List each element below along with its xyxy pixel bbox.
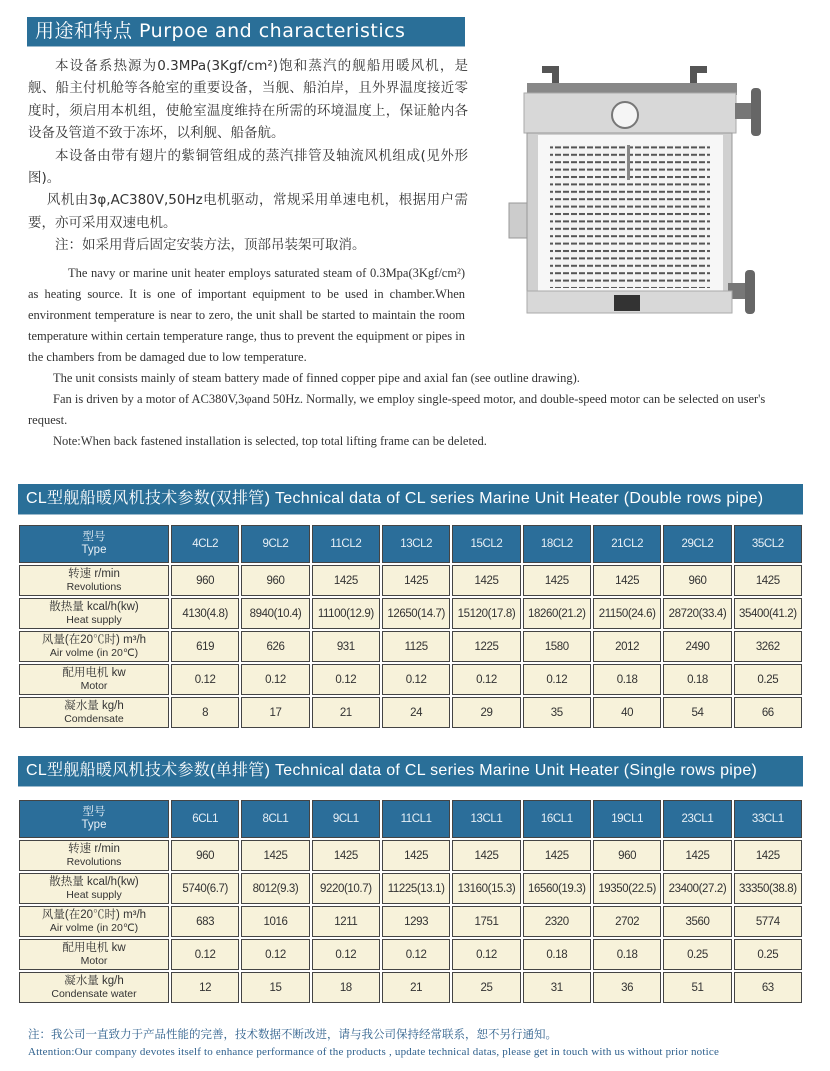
value-cell: 35400(41.2) — [734, 598, 802, 629]
label-en: Heat supply — [66, 613, 122, 626]
type-cell: 13CL2 — [382, 525, 450, 563]
table-row — [19, 697, 802, 728]
value-cell: 1425 — [523, 565, 591, 596]
type-cell: 8CL1 — [241, 800, 309, 838]
spec-table-single-rows — [17, 798, 804, 1005]
value-cell: 25 — [452, 972, 520, 1003]
label-en: Revolutions — [66, 855, 122, 868]
type-cell: 19CL1 — [593, 800, 661, 838]
row-label — [19, 525, 169, 563]
value-cell: 0.25 — [734, 664, 802, 695]
table-row — [19, 565, 802, 596]
row-label — [19, 939, 169, 970]
label-en: Comdensate — [64, 712, 124, 725]
type-cell: 35CL2 — [734, 525, 802, 563]
label-en: Heat supply — [66, 888, 122, 901]
row-label — [19, 906, 169, 937]
label-cn: 风量(在20℃时) m³/h — [41, 908, 147, 921]
value-cell: 24 — [382, 697, 450, 728]
value-cell: 0.12 — [312, 664, 380, 695]
table-row — [19, 972, 802, 1003]
value-cell: 9220(10.7) — [312, 873, 380, 904]
value-cell: 0.25 — [663, 939, 731, 970]
intro-english — [28, 263, 465, 368]
row-label — [19, 972, 169, 1003]
value-cell: 0.12 — [452, 664, 520, 695]
paragraph: Fan is driven by a motor of AC380V,3φand 50Hz. Normally, we employ single-speed motor, and double-speed motor can be selected on user's request. — [28, 391, 766, 427]
type-cell: 11CL1 — [382, 800, 450, 838]
value-cell: 1425 — [734, 565, 802, 596]
value-cell: 1425 — [382, 840, 450, 871]
type-cell: 33CL1 — [734, 800, 802, 838]
label-cn: 型号 — [82, 531, 106, 543]
value-cell: 40 — [593, 697, 661, 728]
value-cell: 1425 — [523, 840, 591, 871]
label-cn: 散热量 kcal/h(kw) — [49, 600, 139, 613]
label-en: Air volme (in 20℃) — [49, 646, 139, 659]
value-cell: 0.12 — [382, 664, 450, 695]
label-cn: 型号 — [82, 806, 106, 818]
label-en: Air volme (in 20℃) — [49, 921, 139, 934]
value-cell: 2490 — [663, 631, 731, 662]
value-cell: 33350(38.8) — [734, 873, 802, 904]
value-cell: 1580 — [523, 631, 591, 662]
value-cell: 0.12 — [241, 664, 309, 695]
table-title-single: CL型舰船暖风机技术参数(单排管) Technical data of CL series Marine Unit Heater (Single rows pipe) — [18, 756, 803, 786]
value-cell: 960 — [171, 840, 239, 871]
value-cell: 15120(17.8) — [452, 598, 520, 629]
label-cn: 转速 r/min — [68, 567, 120, 580]
paragraph: The navy or marine unit heater employs saturated steam of 0.3Mpa(3Kgf/cm²) as heating source. It is one of important equipment to be used in chamber.When environment temperature is near to zero, the unit shall be started to maintain the room temperature within certain temperature range, thus to prevent the equipment or pipes in the chambers from be damaged due to low temperature. — [28, 265, 465, 364]
value-cell: 19350(22.5) — [593, 873, 661, 904]
value-cell: 0.18 — [523, 939, 591, 970]
type-cell: 9CL1 — [312, 800, 380, 838]
type-cell: 29CL2 — [663, 525, 731, 563]
value-cell: 18260(21.2) — [523, 598, 591, 629]
value-cell: 2320 — [523, 906, 591, 937]
value-cell: 0.12 — [382, 939, 450, 970]
footer-note-chinese: 注：我公司一直致力于产品性能的完善，技术数据不断改进，请与我公司保持经常联系，恕不另行通知。 — [28, 1027, 557, 1041]
paragraph: 风机由3φ,AC380V,50Hz电机驱动，常规采用单速电机，根据用户需要，亦可采用双速电机。 — [28, 192, 468, 231]
label-cn: 风量(在20℃时) m³/h — [41, 633, 147, 646]
type-cell: 16CL1 — [523, 800, 591, 838]
value-cell: 619 — [171, 631, 239, 662]
value-cell: 35 — [523, 697, 591, 728]
value-cell: 960 — [593, 840, 661, 871]
value-cell: 5740(6.7) — [171, 873, 239, 904]
value-cell: 28720(33.4) — [663, 598, 731, 629]
value-cell: 1425 — [312, 565, 380, 596]
row-label — [19, 800, 169, 838]
value-cell: 1425 — [452, 565, 520, 596]
value-cell: 1425 — [452, 840, 520, 871]
label-en: Motor — [80, 954, 108, 967]
row-label — [19, 840, 169, 871]
table-row — [19, 906, 802, 937]
section-title: 用途和特点 Purpoe and characteristics — [27, 17, 465, 46]
value-cell: 4130(4.8) — [171, 598, 239, 629]
table-row — [19, 939, 802, 970]
value-cell: 1425 — [734, 840, 802, 871]
value-cell: 36 — [593, 972, 661, 1003]
value-cell: 1751 — [452, 906, 520, 937]
type-cell: 6CL1 — [171, 800, 239, 838]
paragraph: 注：如采用背后固定安装方法，顶部吊装架可取消。 — [55, 237, 366, 254]
value-cell: 12 — [171, 972, 239, 1003]
value-cell: 0.12 — [241, 939, 309, 970]
label-en: Type — [81, 819, 107, 831]
value-cell: 960 — [241, 565, 309, 596]
value-cell: 13160(15.3) — [452, 873, 520, 904]
label-cn: 凝水量 kg/h — [64, 974, 124, 987]
value-cell: 21 — [312, 697, 380, 728]
value-cell: 0.12 — [523, 664, 591, 695]
table-row — [19, 840, 802, 871]
value-cell: 1425 — [593, 565, 661, 596]
value-cell: 66 — [734, 697, 802, 728]
unit-heater-photo — [507, 63, 767, 318]
value-cell: 0.12 — [312, 939, 380, 970]
value-cell: 0.25 — [734, 939, 802, 970]
value-cell: 11100(12.9) — [312, 598, 380, 629]
label-cn: 散热量 kcal/h(kw) — [49, 875, 139, 888]
table-title-double: CL型舰船暖风机技术参数(双排管) Technical data of CL series Marine Unit Heater (Double rows pipe) — [18, 484, 803, 514]
type-cell: 13CL1 — [452, 800, 520, 838]
value-cell: 21 — [382, 972, 450, 1003]
row-label — [19, 631, 169, 662]
label-en: Type — [81, 544, 107, 556]
value-cell: 0.12 — [452, 939, 520, 970]
intro-english-continued — [28, 368, 803, 452]
value-cell: 683 — [171, 906, 239, 937]
value-cell: 0.18 — [663, 664, 731, 695]
paragraph: 本设备由带有翅片的紫铜管组成的蒸汽排管及轴流风机组成(见外形图)。 — [28, 147, 468, 187]
value-cell: 1211 — [312, 906, 380, 937]
spec-table-double-rows — [17, 523, 804, 730]
value-cell: 8012(9.3) — [241, 873, 309, 904]
value-cell: 18 — [312, 972, 380, 1003]
type-cell: 11CL2 — [312, 525, 380, 563]
footer-note-english: Attention:Our company devotes itself to enhance performance of the products , update technical datas, please get in touch with us without prior notice — [28, 1046, 720, 1058]
value-cell: 54 — [663, 697, 731, 728]
value-cell: 3560 — [663, 906, 731, 937]
value-cell: 12650(14.7) — [382, 598, 450, 629]
value-cell: 1425 — [663, 840, 731, 871]
value-cell: 8940(10.4) — [241, 598, 309, 629]
intro-chinese — [28, 55, 468, 257]
value-cell: 1425 — [241, 840, 309, 871]
value-cell: 5774 — [734, 906, 802, 937]
value-cell: 960 — [171, 565, 239, 596]
value-cell: 1293 — [382, 906, 450, 937]
value-cell: 1016 — [241, 906, 309, 937]
type-cell: 21CL2 — [593, 525, 661, 563]
value-cell: 2702 — [593, 906, 661, 937]
value-cell: 3262 — [734, 631, 802, 662]
paragraph: Note:When back fastened installation is selected, top total lifting frame can be deleted. — [53, 433, 487, 448]
label-cn: 配用电机 kw — [62, 666, 126, 679]
type-cell: 18CL2 — [523, 525, 591, 563]
type-cell: 15CL2 — [452, 525, 520, 563]
value-cell: 1225 — [452, 631, 520, 662]
row-label — [19, 873, 169, 904]
table-row — [19, 664, 802, 695]
value-cell: 17 — [241, 697, 309, 728]
table-row — [19, 631, 802, 662]
paragraph: The unit consists mainly of steam battery made of finned copper pipe and axial fan (see outline drawing). — [53, 370, 580, 385]
row-label — [19, 697, 169, 728]
value-cell: 15 — [241, 972, 309, 1003]
value-cell: 29 — [452, 697, 520, 728]
label-en: Motor — [80, 679, 108, 692]
value-cell: 2012 — [593, 631, 661, 662]
table-row — [19, 873, 802, 904]
value-cell: 0.12 — [171, 939, 239, 970]
row-label — [19, 664, 169, 695]
value-cell: 1425 — [382, 565, 450, 596]
value-cell: 21150(24.6) — [593, 598, 661, 629]
label-cn: 配用电机 kw — [62, 941, 126, 954]
type-cell: 23CL1 — [663, 800, 731, 838]
row-label — [19, 598, 169, 629]
table-row — [19, 598, 802, 629]
value-cell: 0.12 — [171, 664, 239, 695]
value-cell: 8 — [171, 697, 239, 728]
value-cell: 51 — [663, 972, 731, 1003]
value-cell: 931 — [312, 631, 380, 662]
type-cell: 4CL2 — [171, 525, 239, 563]
value-cell: 11225(13.1) — [382, 873, 450, 904]
value-cell: 0.18 — [593, 664, 661, 695]
row-label — [19, 565, 169, 596]
value-cell: 63 — [734, 972, 802, 1003]
table-header-row — [19, 525, 802, 563]
value-cell: 1125 — [382, 631, 450, 662]
value-cell: 16560(19.3) — [523, 873, 591, 904]
value-cell: 626 — [241, 631, 309, 662]
type-cell: 9CL2 — [241, 525, 309, 563]
value-cell: 23400(27.2) — [663, 873, 731, 904]
label-cn: 凝水量 kg/h — [64, 699, 124, 712]
label-en: Revolutions — [66, 580, 122, 593]
label-cn: 转速 r/min — [68, 842, 120, 855]
table-header-row — [19, 800, 802, 838]
value-cell: 1425 — [312, 840, 380, 871]
footer-note — [28, 1025, 828, 1061]
value-cell: 960 — [663, 565, 731, 596]
value-cell: 31 — [523, 972, 591, 1003]
value-cell: 0.18 — [593, 939, 661, 970]
label-en: Condensate water — [51, 987, 137, 1000]
paragraph: 本设备系热源为0.3MPa(3Kgf/cm²)饱和蒸汽的舰船用暖风机，是舰、船主付机舱等各舱室的重要设备，当舰、船泊岸，且外界温度接近零度时，须启用本机组，使舱室温度维持在所需的环境温度上，保证舱内各设备及管道不致于冻坏，以利舰、船备航。 — [28, 58, 468, 142]
